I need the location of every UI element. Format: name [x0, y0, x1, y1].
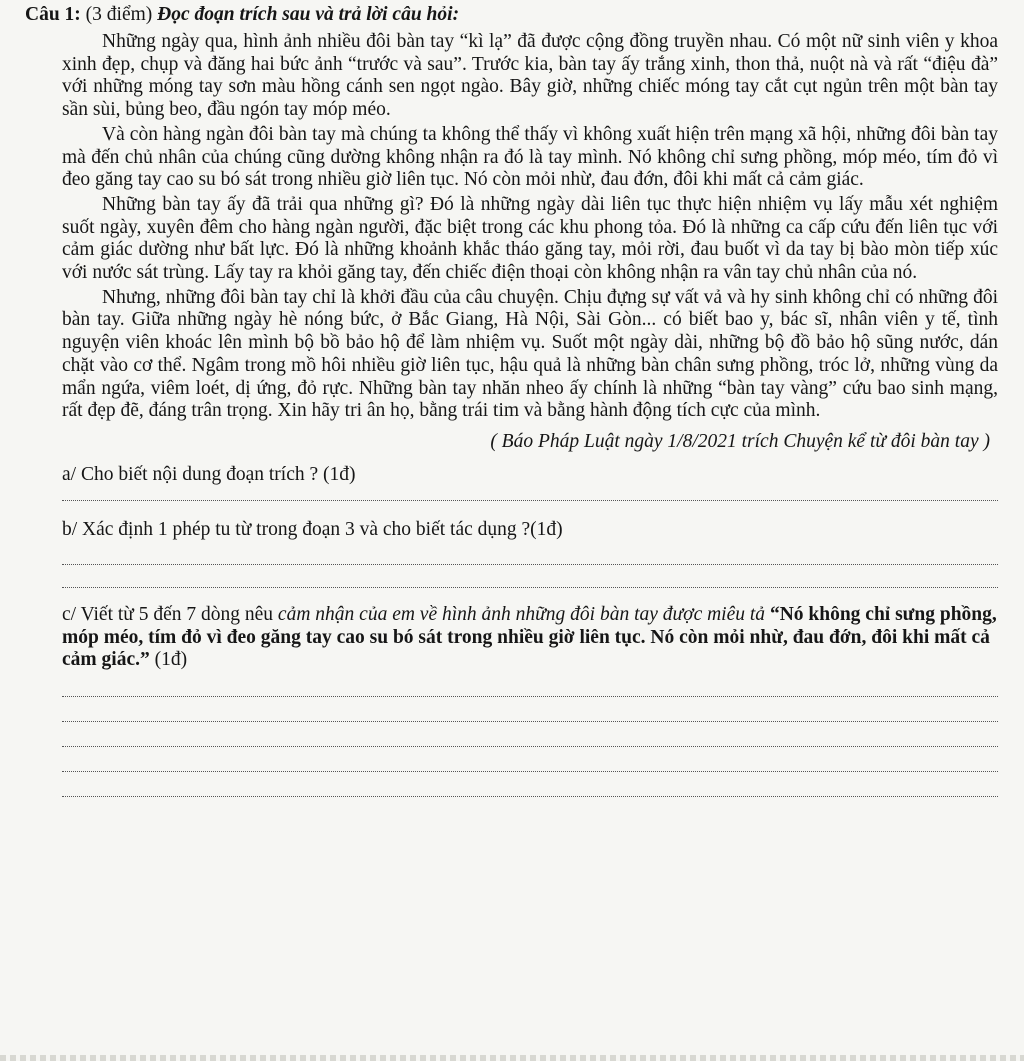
answer-line	[62, 672, 998, 697]
question-instruction: Đọc đoạn trích sau và trả lời câu hỏi:	[157, 4, 460, 25]
answer-line	[62, 486, 998, 501]
answer-line	[62, 697, 998, 722]
sub-question-c-quote: “Nó không chỉ sưng phồng, móp méo, tím đỏ vì đeo găng tay cao su bó sát trong nhiều giờ liên tục. Nó còn mỏi nhừ, đau đớn, đôi khi mất cả cảm giác.”	[62, 604, 997, 671]
answer-lines-a	[62, 486, 998, 501]
question-points: (3 điểm)	[80, 4, 158, 25]
sub-question-c-points: (1đ)	[149, 649, 188, 671]
answer-line	[62, 747, 998, 772]
answer-line	[62, 542, 998, 565]
page-bottom-edge	[0, 1055, 1024, 1061]
sub-question-c-prefix: c/ Viết từ 5 đến 7 dòng nêu	[62, 604, 278, 626]
question-title	[25, 3, 998, 27]
sub-question-b: b/ Xác định 1 phép tu từ trong đoạn 3 và cho biết tác dụng ?(1đ)	[62, 519, 563, 541]
passage-paragraph-3: Những bàn tay ấy đã trải qua những gì? Đó là những ngày dài liên tục thực hiện nhiệm vụ lấy mẫu xét nghiệm suốt ngày, xuyên đêm cho hàng ngàn người, đặc biệt trong các khu phong tỏa. Đó là những ca cấp cứu đến liên tục với cảm giác dường như bất lực. Đó là những khoảnh khắc tháo găng tay, mỏi rời, đau buốt vì da tay bị bào mòn tiếp xúc với nước sát trùng. Lấy tay ra khỏi găng tay, đến chiếc điện thoại còn không nhận ra vân tay chủ nhân của nó.	[62, 193, 998, 284]
sub-question-c	[62, 604, 998, 672]
source-citation: ( Báo Pháp Luật ngày 1/8/2021 trích Chuyện kể từ đôi bàn tay )	[490, 430, 990, 452]
answer-line	[62, 565, 998, 588]
answer-line	[62, 722, 998, 747]
answer-lines-b	[62, 542, 998, 588]
passage-paragraph-2: Và còn hàng ngàn đôi bàn tay mà chúng ta không thể thấy vì không xuất hiện trên mạng xã hội, những đôi bàn tay mà đến chủ nhân của chúng cũng dường không nhận ra đó là tay mình. Nó không chỉ sưng phồng, móp méo, tím đỏ vì đeo găng tay cao su bó sát trong nhiều giờ liên tục. Nó còn mỏi nhừ, đau đớn, đôi khi mất cả cảm giác.	[62, 123, 998, 191]
passage-paragraph-4: Nhưng, những đôi bàn tay chỉ là khởi đầu của câu chuyện. Chịu đựng sự vất vả và hy sinh không chỉ có những đôi bàn tay. Giữa những ngày hè nóng bức, ở Bắc Giang, Hà Nội, Sài Gòn... có biết bao y, bác sĩ, nhân viên y tế, tình nguyện viên khoác lên mình bộ bồ bảo hộ để làm nhiệm vụ. Suốt một ngày dài, những bộ đồ bảo hộ sũng nước, dán chặt vào cơ thể. Ngâm trong mồ hôi nhiều giờ liên tục, hậu quả là những bàn chân sưng phồng, tróc lở, những vùng da mẩn ngứa, viêm loét, dị ứng, đỏ rực. Những bàn tay nhăn nheo ấy chính là những “bàn tay vàng” cứu bao sinh mạng, rất đẹp đẽ, đáng trân trọng. Xin hãy tri ân họ, bằng trái tim và bằng hành động tích cực của mình.	[62, 286, 998, 422]
question-number: Câu 1:	[25, 4, 81, 25]
sub-question-c-italic: cảm nhận của em về hình ảnh những đôi bàn tay được miêu tả	[277, 604, 766, 626]
sub-question-a: a/ Cho biết nội dung đoạn trích ? (1đ)	[62, 463, 356, 485]
answer-line	[62, 772, 998, 797]
passage-paragraph-1: Những ngày qua, hình ảnh nhiều đôi bàn tay “kì lạ” đã được cộng đồng truyền nhau. Có một nữ sinh viên y khoa xinh đẹp, chụp và đăng hai bức ảnh “trước và sau”. Trước kia, bàn tay ấy trắng xinh, thon thả, nuột nà và rất “điệu đà” với những móng tay sơn màu hồng cánh sen ngọt ngào. Bây giờ, những chiếc móng tay cắt cụt ngủn trên một bàn tay sần sùi, bủng beo, đầu ngón tay móp méo.	[62, 31, 998, 121]
answer-lines-c	[62, 672, 998, 797]
